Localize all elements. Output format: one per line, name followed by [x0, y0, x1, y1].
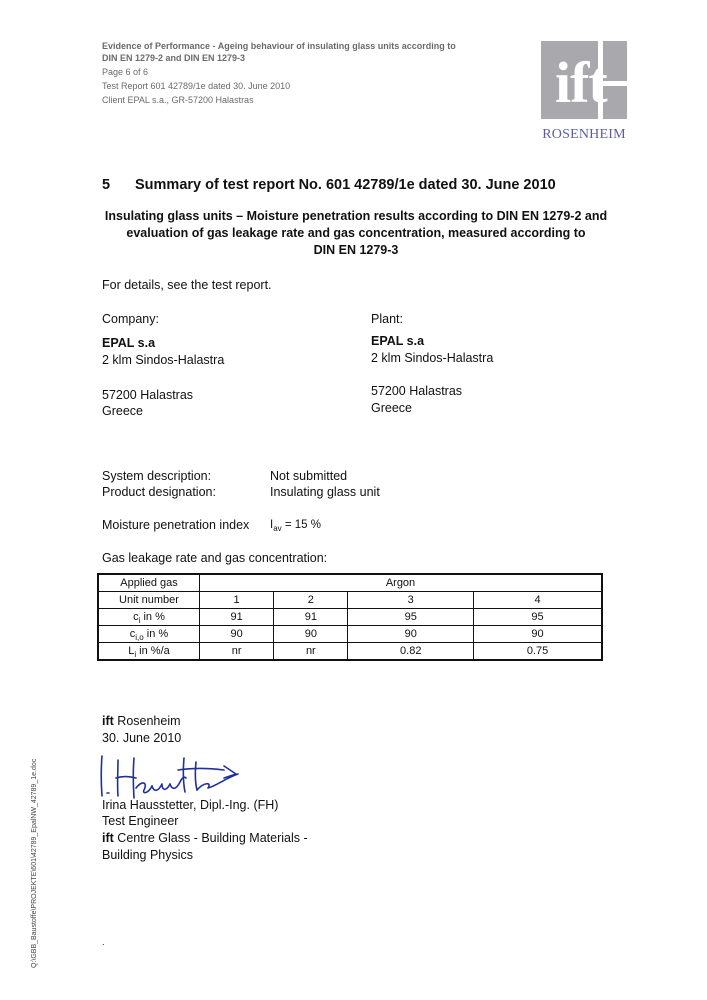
plant-address1: 2 klm Sindos-Halastra — [371, 351, 494, 365]
details-note: For details, see the test report. — [102, 278, 272, 292]
ci-cell: 95 — [474, 609, 602, 626]
li-cell: 0.75 — [474, 643, 602, 661]
ci-cell: 91 — [274, 609, 348, 626]
subtitle-line3: DIN EN 1279-3 — [313, 243, 399, 257]
cio-cell: 90 — [474, 626, 602, 643]
gas-table — [97, 573, 603, 661]
cio-cell: 90 — [348, 626, 474, 643]
cio-symbol: c — [129, 627, 136, 640]
company-label: Company: — [102, 312, 159, 326]
company-address2: 57200 Halastras — [102, 388, 194, 402]
moisture-label: Moisture penetration index — [102, 518, 250, 532]
company-country: Greece — [102, 404, 143, 418]
plant-country: Greece — [371, 401, 412, 415]
system-value: Not submitted — [270, 469, 348, 483]
header-client: Client EPAL s.a., GR-57200 Halastras — [102, 95, 254, 105]
table-row — [98, 574, 602, 592]
trailing-dot: . — [102, 937, 105, 947]
company-address1: 2 klm Sindos-Halastra — [102, 353, 225, 367]
li-label — [98, 643, 200, 661]
header-title-line1: Evidence of Performance - Ageing behaviour of insulating glass units according to — [102, 41, 456, 51]
plant-address2: 57200 Halastras — [371, 384, 463, 398]
side-file-path: Q:\GBB_Baustoffe\PROJEKTE\601\42789_EpalNW_42789_1e.doc — [31, 758, 38, 968]
li-subscript: i — [134, 649, 137, 659]
product-value: Insulating glass unit — [270, 485, 380, 499]
header-report: Test Report 601 42789/1e dated 30. June 2010 — [102, 81, 291, 91]
header-title-line2: DIN EN 1279-2 and DIN EN 1279-3 — [102, 53, 246, 63]
logo-city: ROSENHEIM — [542, 127, 626, 142]
signer-name: Irina Hausstetter, Dipl.-Ing. (FH) — [102, 798, 279, 812]
ci-unit: in % — [140, 610, 165, 623]
section-number: 5 — [102, 177, 111, 193]
product-label: Product designation: — [102, 485, 216, 499]
cio-subscript: i,o — [135, 632, 144, 642]
ift-rosenheim-logo — [541, 41, 627, 145]
footer-centre-rest: Centre Glass - Building Materials - — [113, 831, 308, 845]
ci-symbol: c — [133, 610, 139, 623]
table-row — [98, 643, 602, 661]
ci-subscript: i — [138, 615, 141, 625]
moisture-value — [270, 517, 321, 534]
subtitle-line2: evaluation of gas leakage rate and gas concentration, measured according to — [126, 226, 586, 240]
signer-role: Test Engineer — [102, 814, 179, 828]
footer-org-rest: Rosenheim — [113, 714, 181, 728]
ci-cell: 95 — [348, 609, 474, 626]
unit-cell: 1 — [200, 592, 274, 609]
li-cell: 0.82 — [348, 643, 474, 661]
li-cell: nr — [274, 643, 348, 661]
li-cell: nr — [200, 643, 274, 661]
moisture-index: = 15 % — [281, 519, 321, 531]
footer-centre-bold: ift — [102, 831, 114, 845]
company-name: EPAL s.a — [102, 336, 156, 350]
section-title: Summary of test report No. 601 42789/1e dated 30. June 2010 — [135, 177, 556, 193]
running-header — [102, 40, 522, 106]
header-page-number: Page 6 of 6 — [102, 67, 149, 77]
applied-gas-value: Argon — [200, 574, 603, 592]
footer-org-bold: ift — [102, 714, 114, 728]
applied-gas-label: Applied gas — [98, 574, 200, 592]
cio-label — [98, 626, 200, 643]
unit-cell: 4 — [474, 592, 602, 609]
system-label: System description: — [102, 469, 212, 483]
ci-label — [98, 609, 200, 626]
cio-cell: 90 — [200, 626, 274, 643]
cio-cell: 90 — [274, 626, 348, 643]
table-row — [98, 626, 602, 643]
summary-subtitle — [100, 208, 612, 259]
plant-label: Plant: — [371, 312, 403, 326]
unit-cell: 2 — [274, 592, 348, 609]
table-row — [98, 609, 602, 626]
plant-name: EPAL s.a — [371, 334, 425, 348]
table-row — [98, 592, 602, 609]
ci-cell: 91 — [200, 609, 274, 626]
li-symbol: L — [128, 644, 135, 657]
footer-centre-line2: Building Physics — [102, 848, 194, 862]
moisture-symbol: I — [270, 519, 274, 531]
footer-centre — [102, 830, 308, 846]
section-heading — [102, 177, 556, 193]
cio-unit: in % — [143, 627, 169, 640]
logo-mark: ift — [555, 50, 607, 115]
li-unit: in %/a — [136, 644, 170, 657]
moisture-subscript: av — [273, 524, 282, 533]
gas-title: Gas leakage rate and gas concentration: — [102, 551, 328, 565]
subtitle-line1: Insulating glass units – Moisture penetration results according to DIN EN 1279-2 and — [104, 209, 608, 223]
unit-number-label: Unit number — [98, 592, 200, 609]
footer-date: 30. June 2010 — [102, 731, 182, 745]
unit-cell: 3 — [348, 592, 474, 609]
footer-org — [102, 713, 181, 729]
